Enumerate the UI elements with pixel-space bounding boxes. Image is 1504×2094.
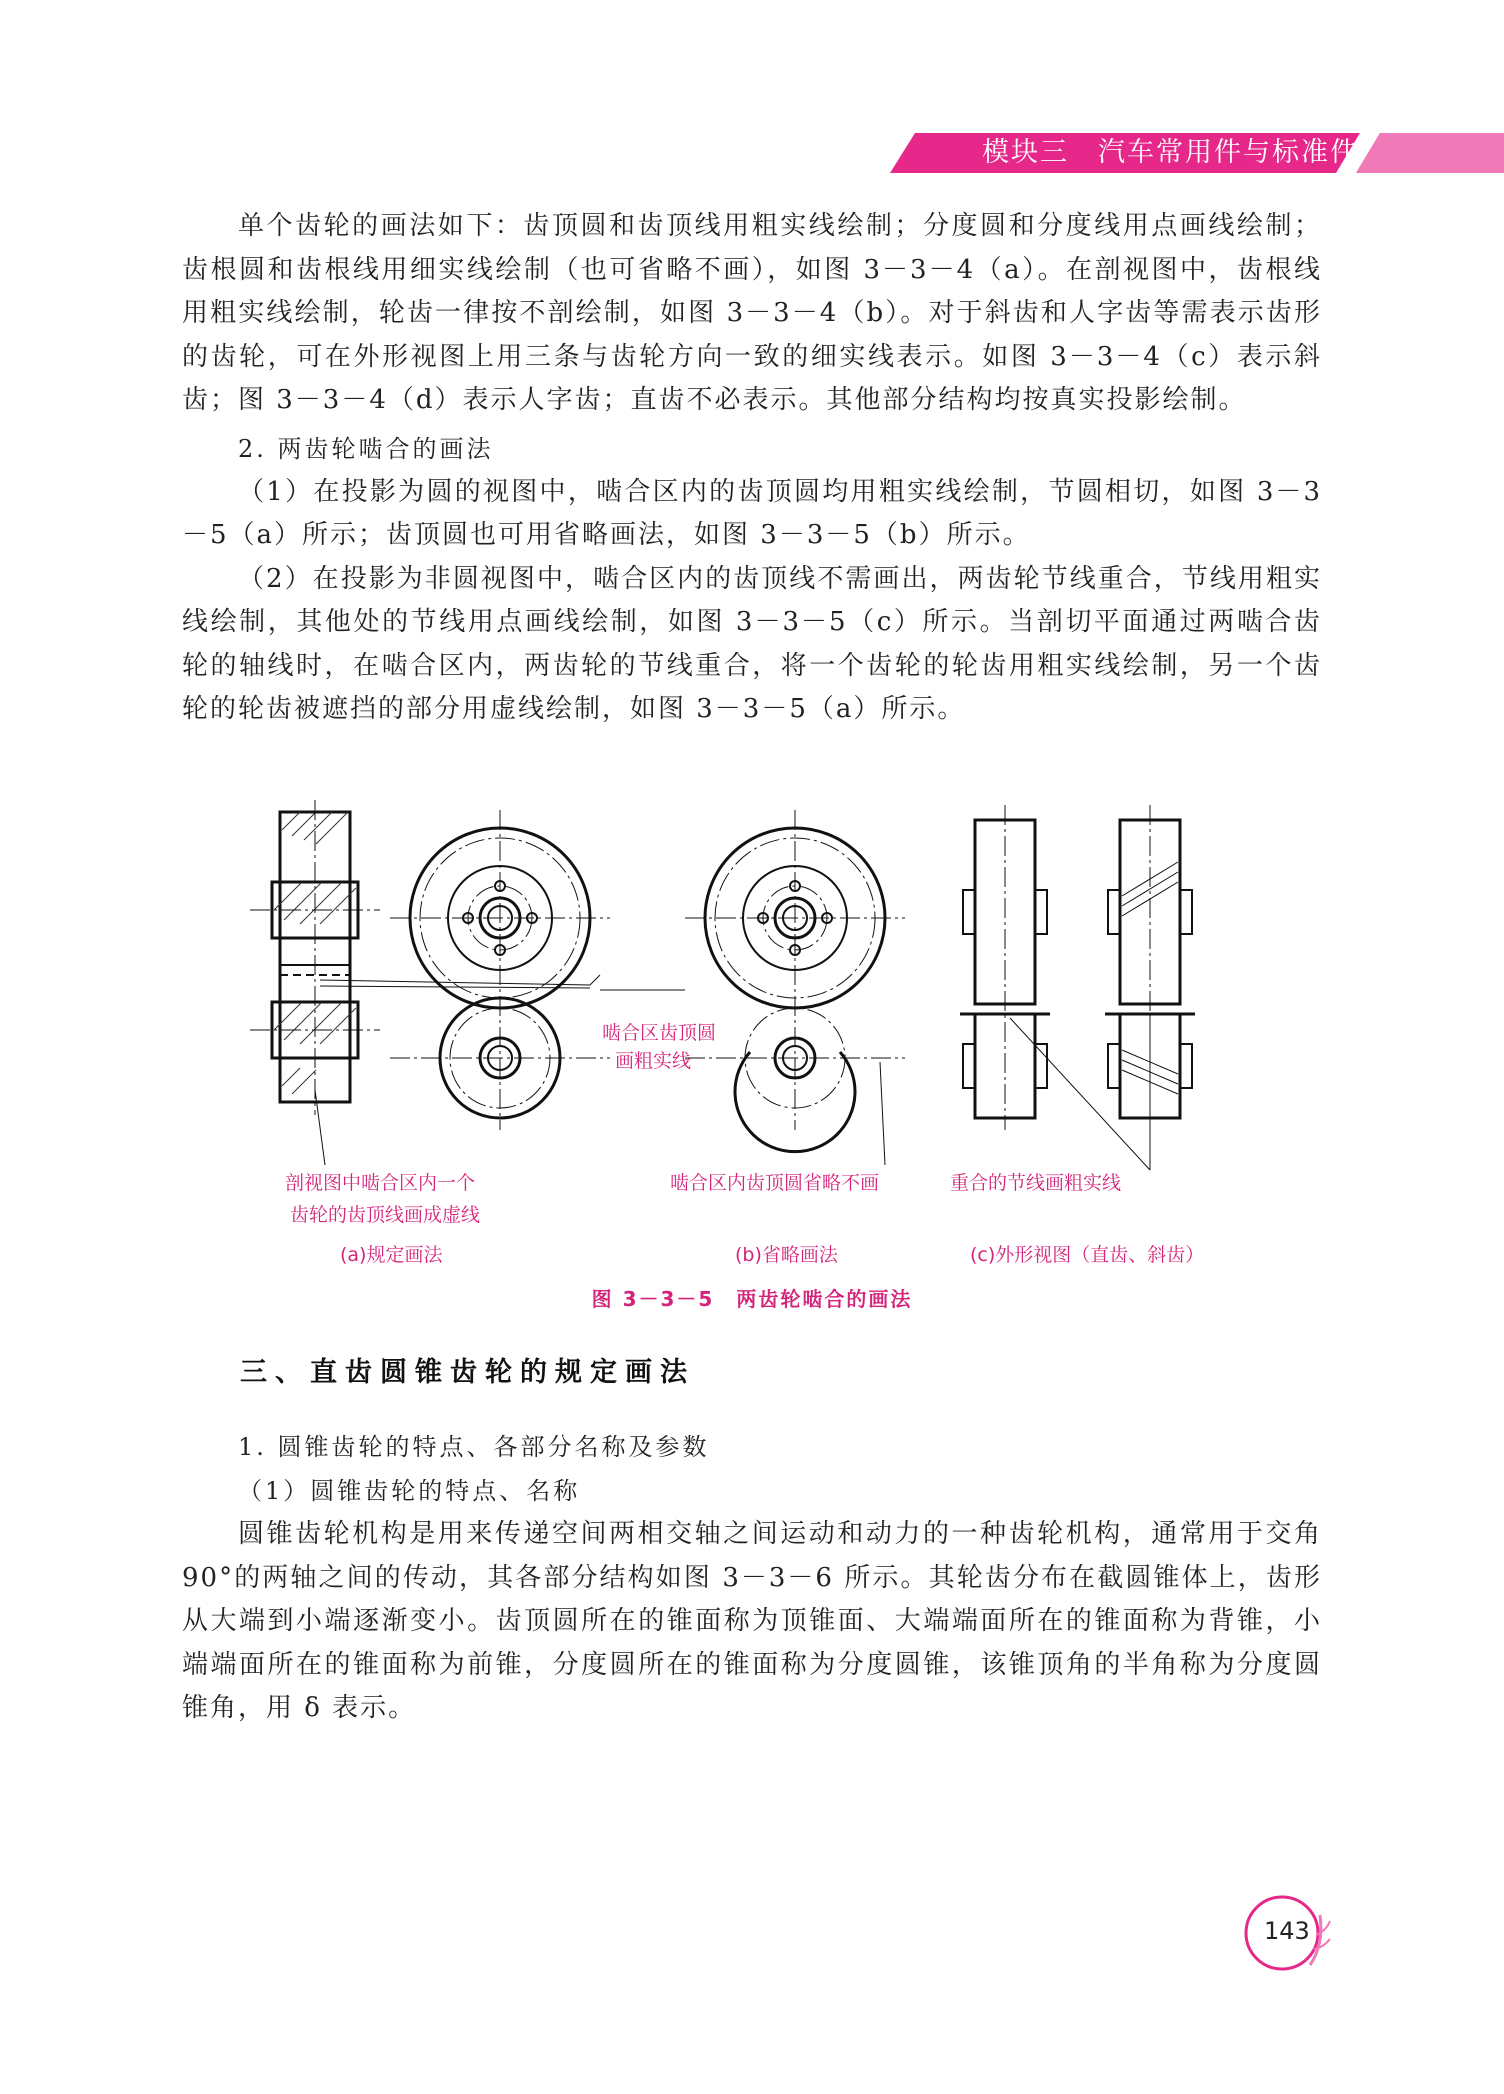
subcaption-b: (b)省略画法 <box>735 1244 838 1266</box>
subheading-meshing: 2. 两齿轮啮合的画法 <box>238 434 494 463</box>
paragraph-circle-view: （1）在投影为圆的视图中，啮合区内的齿顶圆均用粗实线绘制，节圆相切，如图 3－3－5（a）所示；齿顶圆也可用省略画法，如图 3－3－5（b）所示。 <box>182 476 1322 550</box>
subcaption-a: (a)规定画法 <box>340 1244 443 1266</box>
module-title: 模块三 汽车常用件与标准件 <box>982 137 1359 168</box>
figure-caption: 图 3－3－5 两齿轮啮合的画法 <box>591 1287 913 1311</box>
gear-drawings <box>230 790 1290 1270</box>
body-text-top <box>182 205 1322 732</box>
subheading-bevel-params: 1. 圆锥齿轮的特点、各部分名称及参数 <box>238 1433 710 1461</box>
label-mesh-addendum-1: 啮合区齿顶圆 <box>602 1022 717 1044</box>
circle-view-b <box>685 810 905 1152</box>
circle-view-a <box>390 810 610 1130</box>
label-addendum-omitted: 啮合区内齿顶圆省略不画 <box>670 1172 880 1194</box>
paragraph-noncircle-view: （2）在投影为非圆视图中，啮合区内的齿顶线不需画出，两齿轮节线重合，节线用粗实线绘制，其他处的节线用点画线绘制，如图 3－3－5（c）所示。当剖切平面通过两啮合齿轮的轴线时，在啮合区内，两齿轮的节线重合，将一个齿轮的轮齿用粗实线绘制，另一个齿轮的轮齿被遮挡的部分用虚线绘制，如图 3－3－5（a）所示。 <box>182 563 1322 724</box>
label-mesh-addendum-2: 画粗实线 <box>615 1050 692 1072</box>
outer-view-straight <box>960 805 1050 1130</box>
paragraph-single-gear: 单个齿轮的画法如下：齿顶圆和齿顶线用粗实线绘制；分度圆和分度线用点画线绘制；齿根圆和齿根线用细实线绘制（也可省略不画），如图 3－3－4（a）。在剖视图中，齿根线用粗实线绘制，轮齿一律按不剖绘制，如图 3－3－4（b）。对于斜齿和人字齿等需表示齿形的齿轮，可在外形视图上用三条与齿轮方向一致的细实线表示。如图 3－3－4（c）表示斜齿；图 3－3－4（d）表示人字齿；直齿不必表示。其他部分结构均按真实投影绘制。 <box>182 211 1322 415</box>
subcaption-c: (c)外形视图（直齿、斜齿） <box>970 1244 1205 1266</box>
page-number: 143 <box>1264 1917 1310 1945</box>
paragraph-bevel-gear: 圆锥齿轮机构是用来传递空间两相交轴之间运动和动力的一种齿轮机构，通常用于交角 90°的两轴之间的传动，其各部分结构如图 3－3－6 所示。其轮齿分布在截圆锥体上，齿形从大端到小端逐渐变小。齿顶圆所在的锥面称为顶锥面、大端端面所在的锥面称为背锥，小端端面所在的锥面称为前锥，分度圆所在的锥面称为分度圆锥，该锥顶角的半角称为分度圆锥角，用 δ 表示。 <box>182 1519 1322 1723</box>
label-section-dashed-2: 齿轮的齿顶线画成虚线 <box>290 1204 481 1226</box>
section-heading: 三、直齿圆锥齿轮的规定画法 <box>240 1357 695 1388</box>
gear-mesh-figure <box>230 790 1290 1350</box>
page-number-badge <box>1232 1895 1342 1985</box>
body-text-bottom <box>182 1425 1322 1731</box>
subheading-bevel-features: （1）圆锥齿轮的特点、名称 <box>238 1477 581 1505</box>
label-pitch-line: 重合的节线画粗实线 <box>950 1172 1122 1194</box>
section-view-a <box>250 800 380 1115</box>
label-section-dashed-1: 剖视图中啮合区内一个 <box>285 1172 476 1194</box>
